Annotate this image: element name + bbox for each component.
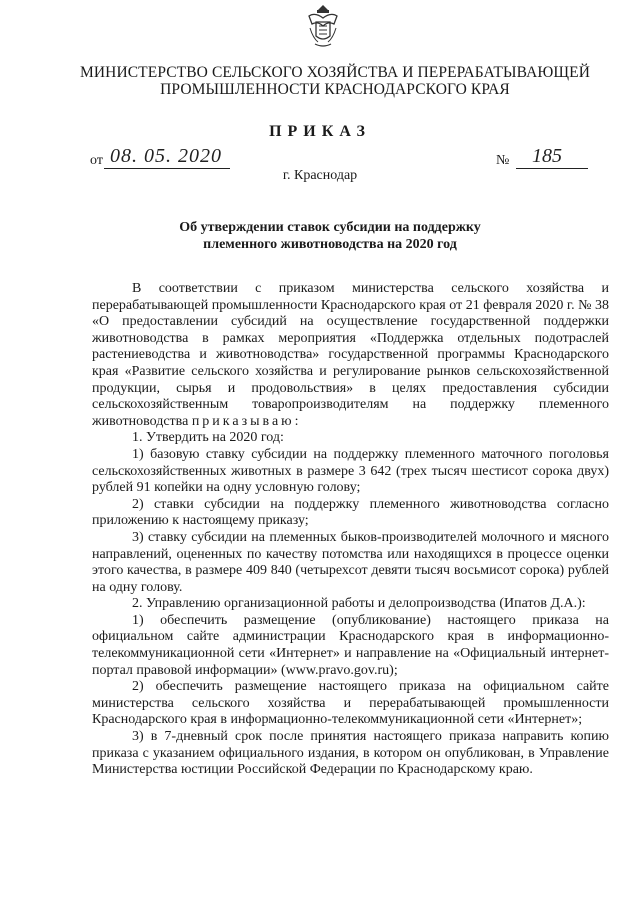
ministry-line-1: МИНИСТЕРСТВО СЕЛЬСКОГО ХОЗЯЙСТВА И ПЕРЕРАБАТЫВАЮЩЕЙ xyxy=(79,64,590,81)
item-2: 2. Управлению организационной работы и делопроизводства (Ипатов Д.А.): xyxy=(132,596,586,612)
number-prefix: № xyxy=(496,153,510,168)
city: г. Краснодар xyxy=(282,168,358,183)
item-1-2: 2) ставки субсидии на поддержку племенного животноводства согласно приложению к настоящему приказу; xyxy=(92,496,609,529)
order-body xyxy=(92,281,609,779)
prikazyvayu-word: приказываю: xyxy=(191,413,302,429)
subject-line-2: племенного животноводства на 2020 год xyxy=(203,237,457,252)
order-title: ПРИКАЗ xyxy=(269,123,371,140)
date-prefix: от xyxy=(90,153,103,168)
item-1-3: 3) ставку субсидии на племенных быков-производителей молочного и мясного направлений, оцененных по качеству потомства или находящихся в процессе оценки этого качества, в размере 409 840 (четырехсот девяти тысяч восьмисот сорока) рублей на одну голову. xyxy=(92,529,609,595)
intro-paragraph xyxy=(92,281,609,430)
item-1: 1. Утвердить на 2020 год: xyxy=(132,430,284,446)
number-value: 185 xyxy=(532,145,562,167)
item-2-1: 1) обеспечить размещение (опубликование) настоящего приказа на официальном сайте администрации Краснодарского края в информационно-телекоммуникационной сети «Интернет» и направление на «Официальный интернет-портал правовой информации» (www.pravo.gov.ru); xyxy=(92,612,609,678)
item-1-1: 1) базовую ставку субсидии на поддержку племенного маточного поголовья сельскохозяйственных животных в размере 3 642 (трех тысяч шестисот сорока двух) рублей 91 копейки на одну условную голову; xyxy=(92,446,609,496)
order-subject xyxy=(150,219,510,253)
date-value: 08. 05. 2020 xyxy=(110,145,222,167)
ministry-line-2: ПРОМЫШЛЕННОСТИ КРАСНОДАРСКОГО КРАЯ xyxy=(160,81,510,98)
subject-line-1: Об утверждении ставок субсидии на поддержку xyxy=(179,220,481,235)
ministry-name xyxy=(40,64,630,98)
coat-of-arms-icon xyxy=(306,4,340,48)
item-2-2: 2) обеспечить размещение настоящего приказа на официальном сайте министерства сельского хозяйства и перерабатывающей промышленности Краснодарского края в информационно-телекоммуникационной сети «Интернет»; xyxy=(92,679,609,728)
item-2-3: 3) в 7-дневный срок после принятия настоящего приказа направить копию приказа с указанием официального издания, в котором он опубликован, в Управление Министерства юстиции Российской Федерации по Краснодарскому краю. xyxy=(92,729,609,778)
intro-text: В соответствии с приказом министерства сельского хозяйства и перерабатывающей промышленности Краснодарского края от 21 февраля 2020 г. № 38 «О предоставлении субсидий на осуществление государственной поддержки животноводства в рамках мероприятия «Поддержка отдельных подотраслей растениеводства и животноводства» государственной программы Краснодарского края «Развитие сельского хозяйства и регулирование рынков сельскохозяйственной продукции, сырья и продовольствия» в целях предоставления субсидии сельскохозяйственным товаропроизводителям на поддержку племенного животноводства xyxy=(92,281,609,429)
